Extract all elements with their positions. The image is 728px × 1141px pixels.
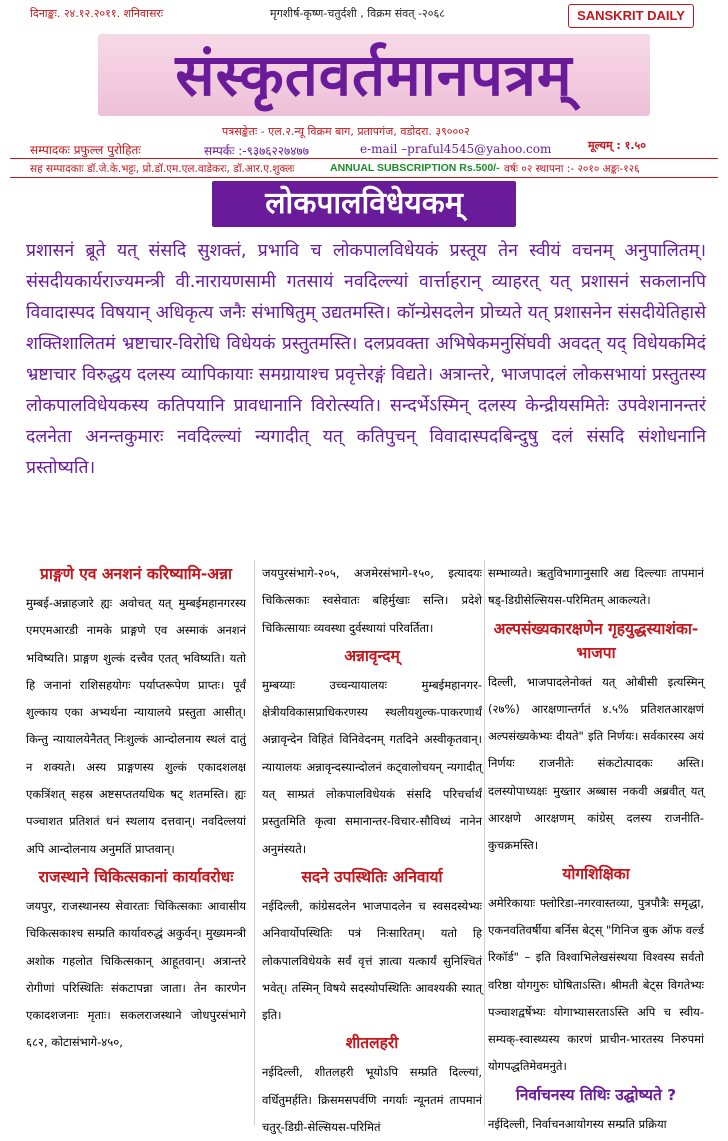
calendar-tithi: मृगशीर्ष-कृष्ण-चतुर्दशी , विक्रम संवत् -२०६८: [270, 7, 445, 20]
article-text: मुम्बई-अन्नाहजारे ह्यः अवोचत् यत् मुम्बईमहानगरस्य एमएमआरडी नामके प्राङ्गणे एव अस्माकं अनशनं भविष्यति। प्राङ्गण शुल्कं दत्त्वैव एतत् भविष्यति। यतो हि जनानां राशिसहयोगः पर्याप्तरूपेण प्राप्तः। पूर्वं शुल्काय एका अभ्यर्थना न्यायालये प्रस्तुता आसीत्। किन्तु न्यायालयेनैतत् निःशुल्कं आन्दोलनाय स्थलं दातुं न शक्यते। अस्य प्राङ्गणस्य शुल्कं एकादशलक्ष एकत्रिंशत् सहस्र अष्टसप्ततयधिक षट् शतमस्ति। ह्यः पञ्चाशत प्रतिशतं धनं स्थलाय दत्तवान्। नवदिल्लयां अपि आन्दोलनाय अनुमतिं प्राप्तवान्।: [26, 596, 246, 856]
lead-article-text: प्रशासनं ब्रूते यत् संसदि सुशक्तं, प्रभावि च लोकपालविधेयकं प्रस्तूय तेन स्वीयं वचनम् अनुपालितम्। संसदीयकार्यराज्यमन्त्री वी.नारायणसामी गतसायं नवदिल्ल्यां वार्त्ताहरान् व्याहरत् यत् प्रशासनं सकलानपि विवादास्पद विषयान् अधिकृत्य जनैः संभाषितुम् उद्यतमस्ति। कॉन्ग्रेसदलेन प्रोच्यते यत् प्रशासनेन संसदीयेतिहासे शक्तिशालितमं भ्रष्टाचार-विरोधि विधेयकं प्रस्तुतमस्ति। दलप्रवक्ता अभिषेकमनुसिंघवी अवदत् यद् विधेयकमिदं भ्रष्टाचार विरुद्धय दलस्य व्यापिकायाः समग्रायाश्च प्रवृत्तेरङ्गं विद्यते। अत्रान्तरे, भाजपादलं लोकसभायां प्रस्तुतस्य लोकपालविधेयकस्य कतिपयानि प्रावधानानि विरोत्स्यति। सन्दर्भेऽस्मिन् दलस्य केन्द्रीयसमितेः उपवेशनानन्तरं दलनेता अनन्तकुमारः नवदिल्ल्यां न्यगादीत् यत् कतिपुचन् विवादास्पदबिन्दुषु दलं संसदि संशोधनानि प्रस्तोष्यति।: [26, 241, 706, 478]
article-text: सम्भाव्यते। ऋतुविभागानुसारि अद्य दिल्ल्याः तापमानं षड्-डिग्रीसेल्सियस-परिमितम् आकल्यते।: [488, 566, 704, 608]
article-heading: सदने उपस्थितिः अनिवार्या: [301, 867, 443, 886]
header-divider-top: [10, 158, 718, 159]
article-text: दिल्ली, भाजपादलेनोक्तं यत् ओबीसी इत्यस्मिन् (२७%) आरक्षणान्तर्गतं ४.५% प्रतिशतआरक्षणं अल्पसंख्यकेभ्यः दीयते" इति निर्णयः। सर्वकारस्य अयं निर्णयः राजनीतेः संकटोत्पादकः अस्ति। दलस्योपाध्यक्षः मुख्तार अब्बास नकवी अब्रवीत् यत् आरक्षणे आरक्षणम् कांग्रेस् दलस्य राजनीति-कुचक्रमस्ति।: [488, 674, 704, 853]
lead-headline: लोकपालविधेयकम्: [212, 181, 516, 227]
article-heading: राजस्थाने चिकित्सकानां कार्यावरोधः: [38, 867, 234, 886]
contact-email: e-mail –praful4545@yahoo.com: [360, 142, 552, 156]
editor-name: सम्पादकः प्रफुल्ल पुरोहितः: [30, 143, 141, 157]
article-text: जयपुर, राजस्थानस्य सेवारताः चिकित्सकाः आवासीय चिकित्सकाश्च सम्प्रति कार्यावरुद्धं अकुर्वन्। मुख्यमन्त्री अशोक गहलोत चिकित्सकान् आहूतवान्। अत्रान्तरे रोगीणां परिस्थितिः संकटापन्ना जाता। तेन कारणेन एकादशजनाः मृताः। सकलराजस्थाने जोधपुरसंभागे ६८२, कोटासंभागे-४५०,: [26, 898, 246, 1050]
lead-article-body: [26, 236, 706, 546]
issue-meta: वर्षः ०२ स्थापना :- २०१० अङ्कः-१२६: [504, 163, 640, 175]
article-text: अमेरिकायाः फ्लोरिडा-नगरवास्तव्या, पुत्रपौत्रैः समृद्धा, एकनवतिवर्षीया बर्निस बेट्स् "गिनिज बुक ऑफ वर्ल्ड रिकॉर्ड" – इति विश्वाभिलेखसंस्थया विश्वस्य सर्वतो वरिष्ठा योगगुरुः घोषिताऽस्ति। श्रीमती बेट्स विगतेभ्यः पञ्चाशद्वर्षेभ्यः योगाभ्यासरताऽस्ति अपि च स्वीय-सम्यक्-स्वास्थ्यस्य कारणं प्राचीन-भारतस्य निरुपमां योगपद्धतिमेवमनुते।: [488, 895, 704, 1074]
article-heading: अल्पसंख्यकारक्षणेन गृहयुद्धस्याशंका-भाजपा: [493, 619, 699, 662]
article-heading: अन्नावृन्दम्: [344, 646, 400, 665]
co-editors: सह सम्पादकाः डॉ.जे.के.भट्टः, प्रो.डॉ.एम.एल.वाडेकरः, डॉ.आर.ए.शुक्लः: [30, 163, 295, 175]
article-text: जयपुरसंभागे-२०५, अजमेरसंभागे-१५०, इत्यादयः चिकित्सकाः स्वसेवातः बहिर्मुखाः सन्ति। प्रदेशे चिकित्सायाः व्यवस्था दुर्वस्थायां परिवर्तिता।: [262, 566, 482, 635]
article-heading: योगशिक्षिका: [562, 864, 630, 883]
brand-badge: SANSKRIT DAILY: [568, 4, 694, 28]
article-text: नईदिल्ली, कांग्रेसदलेन भाजपादलेन च स्वसदस्येभ्यः अनिवार्योपस्थितिः पत्रं निःसारितम्। यतो हि लोकपालविधेयके सर्वं वृत्तं ज्ञात्वा यत्कार्यं सुनिश्चितं भवेत्। तस्मिन् विषये सदस्योपस्थितिः आवश्यकी स्यात् इति।: [262, 898, 482, 1023]
column-divider: [484, 560, 485, 1126]
article-heading: शीतलहरी: [345, 1034, 399, 1053]
article-text: मुम्बय्याः उच्चन्यायालयः मुम्बईमहानगर-क्षेत्रीयविकासप्राधिकरणस्य स्थलीयशुल्क-पाकरणार्थं अन्नावृन्देन विहितं विनिवेदनम् गतदिने अस्वीकृतवान्। न्यायालयः अन्नावृन्दस्यान्दोलनं कट्वालोचयन् न्यगादीत् यत् साम्प्रतं लोकपालविधेयकं संसदि परिचर्चार्थं प्रस्तुतमिति कृत्वा समानान्तर-विचार-सौविध्यं नानेन अनुमंस्यते।: [262, 677, 482, 856]
price: मूल्यम् : १.५०: [588, 139, 646, 152]
news-column-3: [488, 560, 704, 1131]
news-column-1: [26, 560, 246, 1126]
article-heading: प्राङ्गणे एव अनशनं करिष्यामि-अन्ना: [40, 565, 232, 583]
article-text: नईदिल्ली, शीतलहरी भूयोऽपि सम्प्रति दिल्ल्यां, वर्धितुमर्हति। क्रिसमसपर्वणि नगर्याः न्यूनतमं तापमानं चतुर्-डिग्री-सेल्सियस-परिमितं: [262, 1065, 482, 1135]
contact-phone: सम्पर्कः :-९३७६२२७४७७: [204, 144, 309, 158]
column-divider: [254, 560, 255, 1126]
issue-date: दिनाङ्कः. २४.१२.२०११. शनिवासरः: [30, 7, 164, 20]
masthead-title: संस्कृतवर्तमानपत्रम्: [175, 41, 573, 109]
header-divider-bottom: [10, 177, 718, 178]
postal-address: पत्रसङ्केतः - एल.२.न्यू विक्रम बाग, प्रतापगंज, वडोदरा. ३९०००२: [222, 125, 470, 138]
article-text: नईदिल्ली, निर्वाचनआयोगस्य सम्प्रति प्रक्रिया: [488, 1116, 667, 1131]
annual-subscription: ANNUAL SUBSCRIPTION Rs.500/-: [330, 162, 500, 174]
news-column-2: [262, 560, 482, 1135]
article-heading: निर्वाचनस्य तिथिः उद्घोष्यते ?: [515, 1085, 677, 1104]
